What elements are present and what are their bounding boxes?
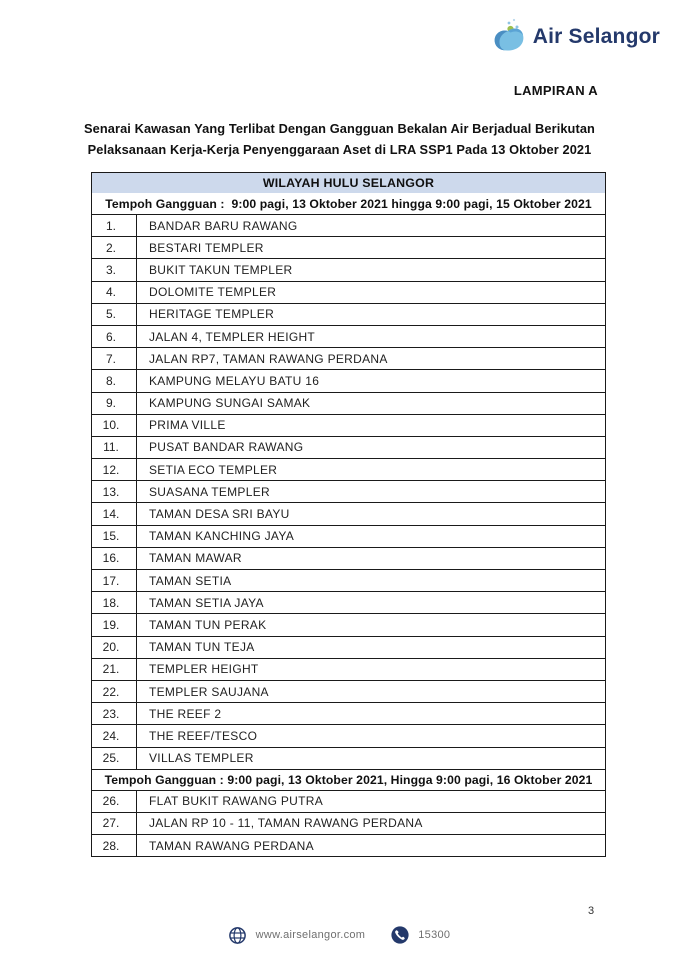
title-line-1: Senarai Kawasan Yang Terlibat Dengan Gangguan Bekalan Air Berjadual Berikutan xyxy=(84,121,595,136)
row-area-name: TEMPLER SAUJANA xyxy=(149,684,269,699)
row-area-name: TEMPLER HEIGHT xyxy=(149,662,259,677)
row-number: 22. xyxy=(92,681,137,702)
row-area-name: TAMAN RAWANG PERDANA xyxy=(149,838,314,853)
document-title xyxy=(0,119,679,160)
row-number: 10. xyxy=(92,415,137,436)
period-header: Tempoh Gangguan : 9:00 pagi, 13 Oktober 2021, Hingga 9:00 pagi, 16 Oktober 2021 xyxy=(92,769,605,790)
row-area-name: VILLAS TEMPLER xyxy=(149,751,254,766)
row-area-name: FLAT BUKIT RAWANG PUTRA xyxy=(149,794,324,809)
row-number: 28. xyxy=(92,835,137,856)
row-number: 20. xyxy=(92,637,137,658)
row-area-name: TAMAN SETIA JAYA xyxy=(149,595,264,610)
table-body xyxy=(92,193,605,856)
row-number: 21. xyxy=(92,659,137,680)
row-area-name: SETIA ECO TEMPLER xyxy=(149,462,278,477)
row-number: 8. xyxy=(92,370,137,391)
row-area-name: TAMAN MAWAR xyxy=(149,551,242,566)
table-row xyxy=(92,303,605,325)
table-row xyxy=(92,812,605,834)
row-area-name: TAMAN TUN PERAK xyxy=(149,617,267,632)
table-row xyxy=(92,569,605,591)
row-number: 1. xyxy=(92,215,137,236)
period-header: Tempoh Gangguan : 9:00 pagi, 13 Oktober 2021 hingga 9:00 pagi, 15 Oktober 2021 xyxy=(92,193,605,214)
table-row xyxy=(92,834,605,856)
logo-wordmark: Air Selangor xyxy=(532,25,660,48)
table-row xyxy=(92,436,605,458)
table-row xyxy=(92,414,605,436)
table-row xyxy=(92,502,605,524)
table-row xyxy=(92,724,605,746)
row-area-name: TAMAN KANCHING JAYA xyxy=(149,529,295,544)
phone-icon xyxy=(391,926,409,944)
table-row xyxy=(92,480,605,502)
phone-text: 15300 xyxy=(418,929,451,941)
globe-icon xyxy=(229,926,247,944)
table-row xyxy=(92,636,605,658)
website-text: www.airselangor.com xyxy=(255,929,366,941)
row-number: 23. xyxy=(92,703,137,724)
lampiran-label: LAMPIRAN A xyxy=(513,83,598,98)
affected-areas-table xyxy=(91,172,606,857)
table-row xyxy=(92,281,605,303)
table-row xyxy=(92,613,605,635)
table-row xyxy=(92,658,605,680)
page-footer xyxy=(0,926,679,944)
table-row xyxy=(92,392,605,414)
row-number: 11. xyxy=(92,437,137,458)
table-row xyxy=(92,790,605,812)
table-row xyxy=(92,547,605,569)
row-area-name: JALAN 4, TEMPLER HEIGHT xyxy=(149,329,316,344)
region-header: WILAYAH HULU SELANGOR xyxy=(92,173,605,193)
row-number: 15. xyxy=(92,526,137,547)
row-area-name: JALAN RP7, TAMAN RAWANG PERDANA xyxy=(149,351,388,366)
row-number: 3. xyxy=(92,259,137,280)
air-selangor-logo xyxy=(489,16,660,58)
row-number: 9. xyxy=(92,393,137,414)
website-item xyxy=(229,926,366,944)
row-number: 24. xyxy=(92,725,137,746)
row-number: 12. xyxy=(92,459,137,480)
row-area-name: THE REEF 2 xyxy=(149,706,222,721)
row-area-name: JALAN RP 10 - 11, TAMAN RAWANG PERDANA xyxy=(149,816,423,831)
row-number: 7. xyxy=(92,348,137,369)
table-row xyxy=(92,214,605,236)
row-number: 4. xyxy=(92,282,137,303)
row-number: 2. xyxy=(92,237,137,258)
title-line-2: Pelaksanaan Kerja-Kerja Penyenggaraan Aset di LRA SSP1 Pada 13 Oktober 2021 xyxy=(87,141,592,157)
row-area-name: BESTARI TEMPLER xyxy=(149,240,264,255)
row-area-name: SUASANA TEMPLER xyxy=(149,484,270,499)
row-area-name: HERITAGE TEMPLER xyxy=(149,307,275,322)
row-area-name: TAMAN SETIA xyxy=(149,573,232,588)
table-row xyxy=(92,525,605,547)
table-row xyxy=(92,325,605,347)
row-number: 26. xyxy=(92,791,137,812)
row-number: 16. xyxy=(92,548,137,569)
row-number: 5. xyxy=(92,304,137,325)
row-area-name: KAMPUNG SUNGAI SAMAK xyxy=(149,396,311,411)
row-number: 27. xyxy=(92,813,137,834)
row-area-name: BANDAR BARU RAWANG xyxy=(149,218,298,233)
table-row xyxy=(92,702,605,724)
row-area-name: BUKIT TAKUN TEMPLER xyxy=(149,262,293,277)
row-number: 13. xyxy=(92,481,137,502)
page-number: 3 xyxy=(588,905,595,917)
table-row xyxy=(92,258,605,280)
row-area-name: TAMAN DESA SRI BAYU xyxy=(149,507,290,522)
row-area-name: DOLOMITE TEMPLER xyxy=(149,285,277,300)
row-number: 19. xyxy=(92,614,137,635)
row-area-name: PUSAT BANDAR RAWANG xyxy=(149,440,304,455)
row-number: 6. xyxy=(92,326,137,347)
table-row xyxy=(92,347,605,369)
table-row xyxy=(92,591,605,613)
table-row xyxy=(92,236,605,258)
phone-item xyxy=(391,926,450,944)
row-number: 25. xyxy=(92,748,137,769)
row-area-name: TAMAN TUN TEJA xyxy=(149,640,255,655)
row-number: 17. xyxy=(92,570,137,591)
row-number: 14. xyxy=(92,503,137,524)
row-number: 18. xyxy=(92,592,137,613)
row-area-name: PRIMA VILLE xyxy=(149,418,226,433)
row-area-name: KAMPUNG MELAYU BATU 16 xyxy=(149,373,320,388)
table-row xyxy=(92,369,605,391)
table-row xyxy=(92,747,605,769)
water-drop-icon xyxy=(489,16,529,58)
table-row xyxy=(92,458,605,480)
table-row xyxy=(92,680,605,702)
row-area-name: THE REEF/TESCO xyxy=(149,728,258,743)
